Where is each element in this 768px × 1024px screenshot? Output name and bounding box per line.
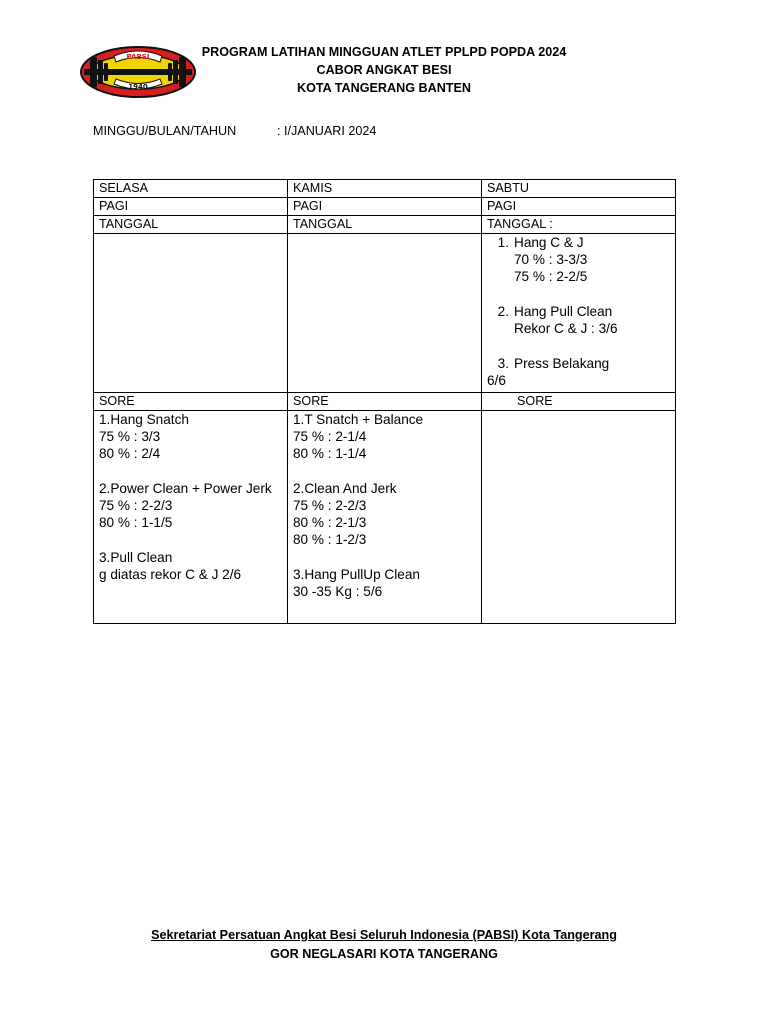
list-item: 3. Press Belakang (497, 356, 610, 371)
svg-text:1940: 1940 (128, 83, 148, 91)
header-title-line-2: CABOR ANGKAT BESI (316, 63, 452, 77)
pagi-kamis: PAGI (288, 198, 482, 216)
footer-secretariat: Sekretariat Persatuan Angkat Besi Seluruh Indonesia (PABSI) Kota Tangerang (151, 928, 617, 942)
list-item-detail: 70 % : 3-3/3 (514, 252, 588, 267)
document-header (140, 43, 628, 97)
table-row-days (94, 180, 676, 198)
table-row-tanggal (94, 216, 676, 234)
schedule-table (93, 179, 676, 624)
table-row-sore-program (94, 411, 676, 624)
sore-program-sabtu (482, 411, 676, 624)
pagi-program-kamis (288, 234, 482, 393)
list-item-detail: Rekor C & J : 3/6 (514, 321, 618, 336)
tanggal-selasa: TANGGAL (94, 216, 288, 234)
table-row-sore (94, 393, 676, 411)
sore-sabtu: SORE (482, 393, 676, 411)
pagi-program-selasa (94, 234, 288, 393)
pagi-sabtu: PAGI (482, 198, 676, 216)
day-selasa: SELASA (94, 180, 288, 198)
tanggal-kamis: TANGGAL (288, 216, 482, 234)
tanggal-sabtu: TANGGAL : (482, 216, 676, 234)
list-item: 2. Hang Pull Clean (497, 304, 613, 319)
sore-program-selasa: 1.Hang Snatch 75 % : 3/3 80 % : 2/4 2.Power Clean + Power Jerk 75 % : 2-2/3 80 % : 1-1/5 3.Pull Clean g diatas rekor C & J 2/6 (94, 411, 288, 624)
list-item: 1. Hang C & J (497, 235, 584, 250)
period-value: : I/JANUARI 2024 (277, 124, 377, 138)
footer-venue: GOR NEGLASARI KOTA TANGERANG (270, 947, 498, 961)
table-row-pagi-program (94, 234, 676, 393)
day-sabtu: SABTU (482, 180, 676, 198)
header-title-line-3: KOTA TANGERANG BANTEN (297, 81, 471, 95)
pagi-selasa: PAGI (94, 198, 288, 216)
table-row-pagi (94, 198, 676, 216)
sore-selasa: SORE (94, 393, 288, 411)
day-kamis: KAMIS (288, 180, 482, 198)
header-title-line-1: PROGRAM LATIHAN MINGGUAN ATLET PPLPD POPDA 2024 (201, 45, 567, 59)
sore-kamis: SORE (288, 393, 482, 411)
list-item-detail: 75 % : 2-2/5 (514, 269, 588, 284)
period-label: MINGGU/BULAN/TAHUN (93, 124, 237, 138)
sore-program-kamis: 1.T Snatch + Balance 75 % : 2-1/4 80 % : 1-1/4 2.Clean And Jerk 75 % : 2-2/3 80 % : 2-1/3 80 % : 1-2/3 3.Hang PullUp Clean 30 -35 Kg : 5/6 (288, 411, 482, 624)
pagi-program-sabtu (482, 234, 676, 393)
svg-text:PABSI: PABSI (126, 53, 150, 61)
list-item-detail: 6/6 (487, 373, 506, 388)
